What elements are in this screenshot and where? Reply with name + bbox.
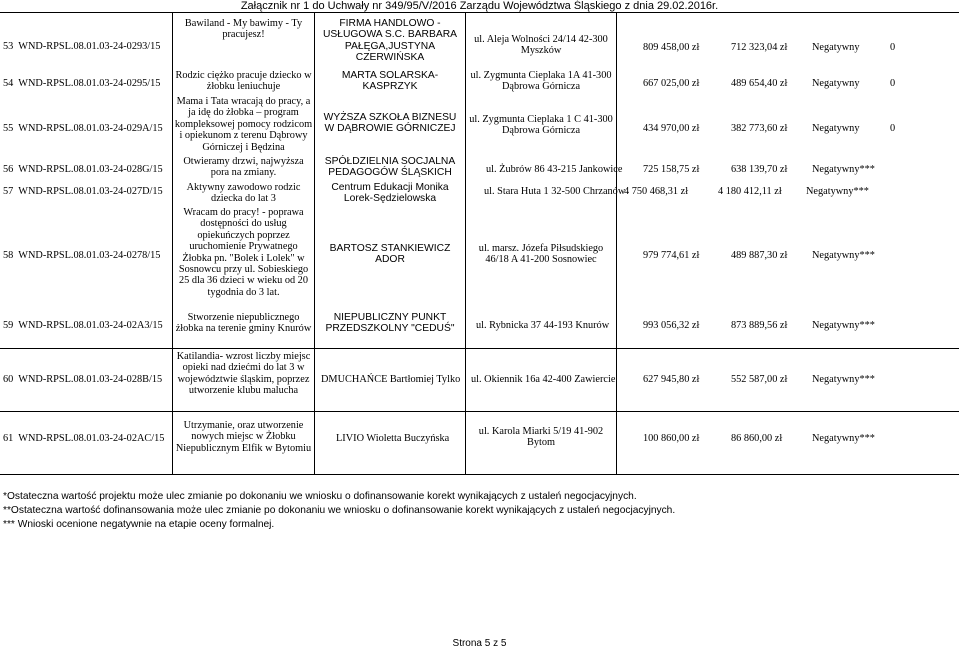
project-title: Katilandia- wzrost liczby miejsc opieki nad dziećmi do lat 3 w województwie śląskim, poprzez utworzenie klubu malucha [176, 351, 311, 397]
project-title: Utrzymanie, oraz utworzenie nowych miejsc w Żłobku Niepublicznym Elfik w Bytomiu [175, 420, 312, 454]
applicant-address: ul. Rybnicka 37 44-193 Knurów [476, 320, 610, 331]
points: 0 [890, 123, 896, 134]
applicant-address: ul. Aleja Wolności 24/14 42-300 Myszków [474, 34, 608, 57]
project-title: Wracam do pracy! - poprawa dostępności do usług opiekuńczych poprzez uruchomienie Prywatnego Żłobka pn. "Bolek i Lolek" w Sosnowcu przy ul. Sobieskiego 25 dla 36 dzieci w wieku od 20 tygodnia do 3 lat. [178, 207, 309, 298]
points: 0 [890, 42, 896, 53]
project-title: Bawiland - My bawimy - Ty pracujesz! [184, 18, 303, 41]
column-divider [616, 12, 617, 474]
project-value: 434 970,00 zł [643, 123, 700, 134]
evaluation-status: Negatywny [812, 42, 860, 53]
column-divider [314, 12, 315, 474]
application-code: WND-RPSL.08.01.03-24-028G/15 [18, 164, 163, 175]
applicant-name: LIVIO Wioletta Buczyńska [336, 433, 450, 444]
application-code: WND-RPSL.08.01.03-24-027D/15 [18, 186, 163, 197]
evaluation-status: Negatywny*** [812, 250, 875, 261]
column-divider [172, 12, 173, 474]
footnote: *Ostateczna wartość projektu może ulec zmianie po dokonaniu we wniosku o dofinansowanie korekt wynikających z ustaleń negocjacyjnych. [3, 491, 637, 502]
footnote: **Ostateczna wartość dofinansowania może ulec zmianie po dokonaniu we wniosku o dofinansowanie korekt wynikających z ustaleń negocjacyjnych. [3, 505, 676, 516]
project-value: 100 860,00 zł [643, 433, 700, 444]
applicant-address: ul. Zygmunta Cieplaka 1 C 41-300 Dąbrowa Górnicza [469, 114, 613, 137]
project-title: Aktywny zawodowo rodzic dziecka do lat 3 [186, 182, 301, 205]
applicant-address: ul. Zygmunta Cieplaka 1A 41-300 Dąbrowa Górnicza [470, 70, 612, 93]
project-value: 979 774,61 zł [643, 250, 700, 261]
applicant-name: SPÓŁDZIELNIA SOCJALNA PEDAGOGÓW ŚLĄSKICH [324, 156, 456, 179]
evaluation-status: Negatywny [812, 123, 860, 134]
applicant-name: DMUCHAŃCE Bartłomiej Tylko [321, 374, 461, 385]
application-code: WND-RPSL.08.01.03-24-0295/15 [18, 78, 161, 89]
row-number: 59 [3, 320, 14, 331]
applicant-name: FIRMA HANDLOWO - USŁUGOWA S.C. BARBARA PAŁĘGA,JUSTYNA CZERWIŃSKA [322, 18, 458, 64]
funding-value: 873 889,56 zł [731, 320, 788, 331]
table-bottom-border [0, 474, 959, 475]
funding-value: 382 773,60 zł [731, 123, 788, 134]
row-number: 56 [3, 164, 14, 175]
application-code: WND-RPSL.08.01.03-24-029A/15 [18, 123, 163, 134]
project-value: 725 158,75 zł [643, 164, 700, 175]
applicant-address: ul. Karola Miarki 5/19 41-902 Bytom [478, 426, 604, 449]
points: 0 [890, 78, 896, 89]
project-value: 993 056,32 zł [643, 320, 700, 331]
row-divider [0, 348, 959, 349]
applicant-name: Centrum Edukacji Monika Lorek-Sędzielowska [331, 182, 449, 205]
application-code: WND-RPSL.08.01.03-24-02A3/15 [18, 320, 163, 331]
table-top-border [0, 12, 959, 13]
row-number: 60 [3, 374, 14, 385]
row-divider [0, 411, 959, 412]
evaluation-status: Negatywny*** [812, 164, 875, 175]
applicant-name: BARTOSZ STANKIEWICZ ADOR [329, 243, 451, 266]
funding-value: 638 139,70 zł [731, 164, 788, 175]
evaluation-status: Negatywny*** [812, 433, 875, 444]
funding-value: 552 587,00 zł [731, 374, 788, 385]
project-value: 627 945,80 zł [643, 374, 700, 385]
page-number: Strona 5 z 5 [452, 638, 507, 649]
project-title: Otwieramy drzwi, najwyższa pora na zmiany. [183, 156, 304, 179]
row-number: 57 [3, 186, 14, 197]
applicant-address: ul. Okiennik 16a 42-400 Zawiercie [471, 374, 616, 385]
application-code: WND-RPSL.08.01.03-24-02AC/15 [18, 433, 165, 444]
evaluation-status: Negatywny*** [806, 186, 869, 197]
project-value: 809 458,00 zł [643, 42, 700, 53]
document-header: Załącznik nr 1 do Uchwały nr 349/95/V/2016 Zarządu Województwa Śląskiego z dnia 29.02.2016r. [240, 0, 719, 12]
project-title: Rodzic ciężko pracuje dziecko w żłobku leniuchuje [175, 70, 312, 93]
funding-value: 4 180 412,11 zł [718, 186, 782, 197]
application-code: WND-RPSL.08.01.03-24-028B/15 [18, 374, 163, 385]
row-number: 61 [3, 433, 14, 444]
project-title: Mama i Tata wracają do pracy, a ja idę do żłobka – program kompleksowej pomocy rodzicom i opiekunom z terenu Dąbrowy Górniczej i Będzina [174, 96, 313, 153]
application-code: WND-RPSL.08.01.03-24-0278/15 [18, 250, 161, 261]
project-value: 667 025,00 zł [643, 78, 700, 89]
row-number: 58 [3, 250, 14, 261]
application-code: WND-RPSL.08.01.03-24-0293/15 [18, 41, 161, 52]
footnote: *** Wnioski ocenione negatywnie na etapie oceny formalnej. [3, 519, 275, 530]
funding-value: 712 323,04 zł [731, 42, 788, 53]
evaluation-status: Negatywny*** [812, 320, 875, 331]
evaluation-status: Negatywny*** [812, 374, 875, 385]
row-number: 55 [3, 123, 14, 134]
evaluation-status: Negatywny [812, 78, 860, 89]
applicant-address: ul. Stara Huta 1 32-500 Chrzanów [484, 186, 626, 197]
project-title: Stworzenie niepublicznego żłobka na terenie gminy Knurów [175, 312, 312, 335]
project-value: 4 750 468,31 zł [624, 186, 689, 197]
row-number: 54 [3, 78, 14, 89]
funding-value: 86 860,00 zł [731, 433, 783, 444]
funding-value: 489 887,30 zł [731, 250, 788, 261]
applicant-name: NIEPUBLICZNY PUNKT PRZEDSZKOLNY "CEDUŚ" [325, 312, 455, 335]
applicant-address: ul. Żubrów 86 43-215 Jankowice [486, 164, 623, 175]
applicant-address: ul. marsz. Józefa Piłsudskiego 46/18 A 41-200 Sosnowiec [478, 243, 604, 266]
applicant-name: MARTA SOLARSKA-KASPRZYK [341, 70, 439, 93]
column-divider [465, 12, 466, 474]
applicant-name: WYŻSZA SZKOŁA BIZNESU W DĄBROWIE GÓRNICZEJ [323, 112, 457, 135]
row-number: 53 [3, 41, 14, 52]
funding-value: 489 654,40 zł [731, 78, 788, 89]
